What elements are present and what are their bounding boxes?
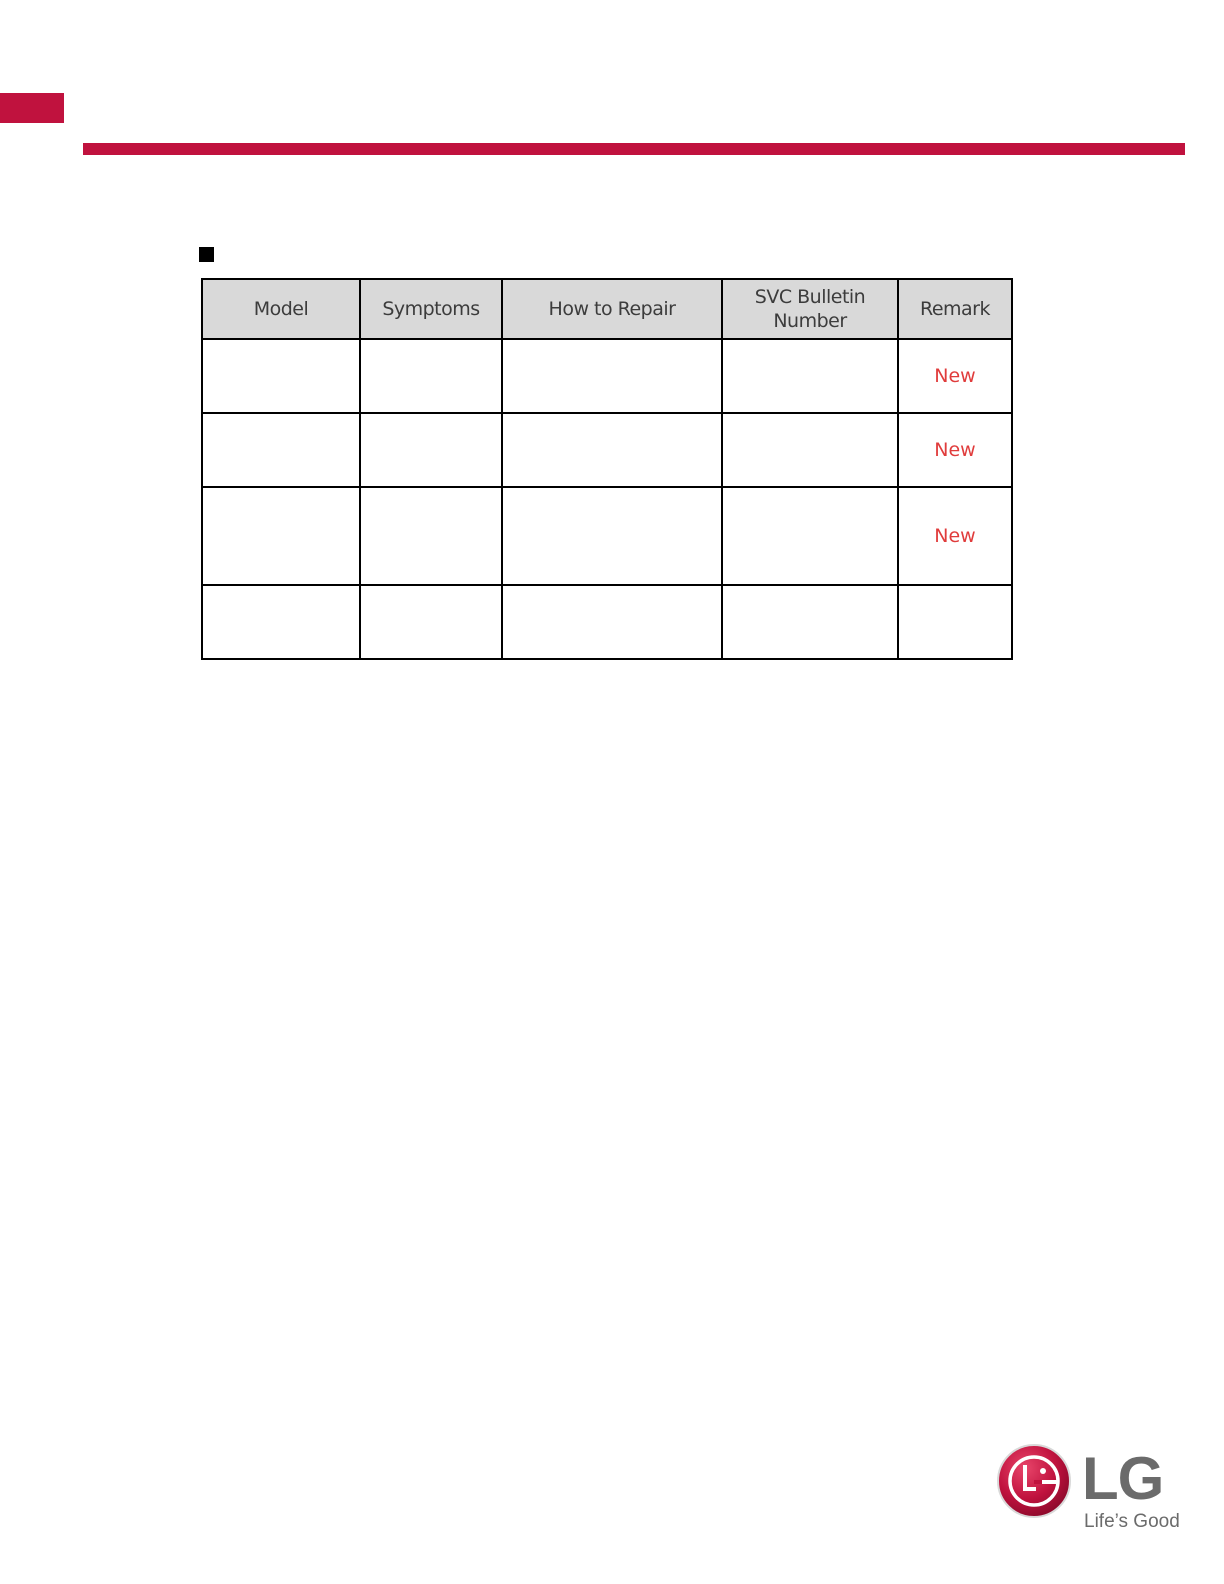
cell-svc-bulletin-number [722,487,898,585]
cell-symptoms [360,413,502,487]
header-how-to-repair: How to Repair [502,279,722,339]
header-svc-bulletin-number [722,279,898,339]
cell-remark: New [898,339,1012,413]
cell-model [202,413,360,487]
header-svc-line2: Number [773,310,847,332]
header-symptoms: Symptoms [360,279,502,339]
service-bulletin-table [201,278,1013,660]
cell-model [202,487,360,585]
cell-remark [898,585,1012,659]
cell-model [202,585,360,659]
table-row [202,339,1012,413]
cell-how-to-repair [502,487,722,585]
header-remark: Remark [898,279,1012,339]
header-rule [83,143,1185,155]
cell-how-to-repair [502,413,722,487]
square-bullet-icon [199,247,214,262]
table-row [202,413,1012,487]
table-row [202,487,1012,585]
cell-symptoms [360,339,502,413]
cell-symptoms [360,585,502,659]
header-svc-line1: SVC Bulletin [754,286,866,308]
lg-wordmark: LG [1082,1445,1164,1512]
table-header-row [202,279,1012,339]
cell-how-to-repair [502,339,722,413]
lg-tagline: Life’s Good [1084,1511,1180,1532]
cell-symptoms [360,487,502,585]
cell-model [202,339,360,413]
cell-svc-bulletin-number [722,413,898,487]
header-model: Model [202,279,360,339]
lg-face-icon [996,1443,1072,1519]
cell-svc-bulletin-number [722,585,898,659]
side-tab-marker [0,93,64,123]
lg-logo [996,1443,1180,1539]
table-row [202,585,1012,659]
cell-how-to-repair [502,585,722,659]
cell-remark: New [898,413,1012,487]
cell-remark: New [898,487,1012,585]
cell-svc-bulletin-number [722,339,898,413]
